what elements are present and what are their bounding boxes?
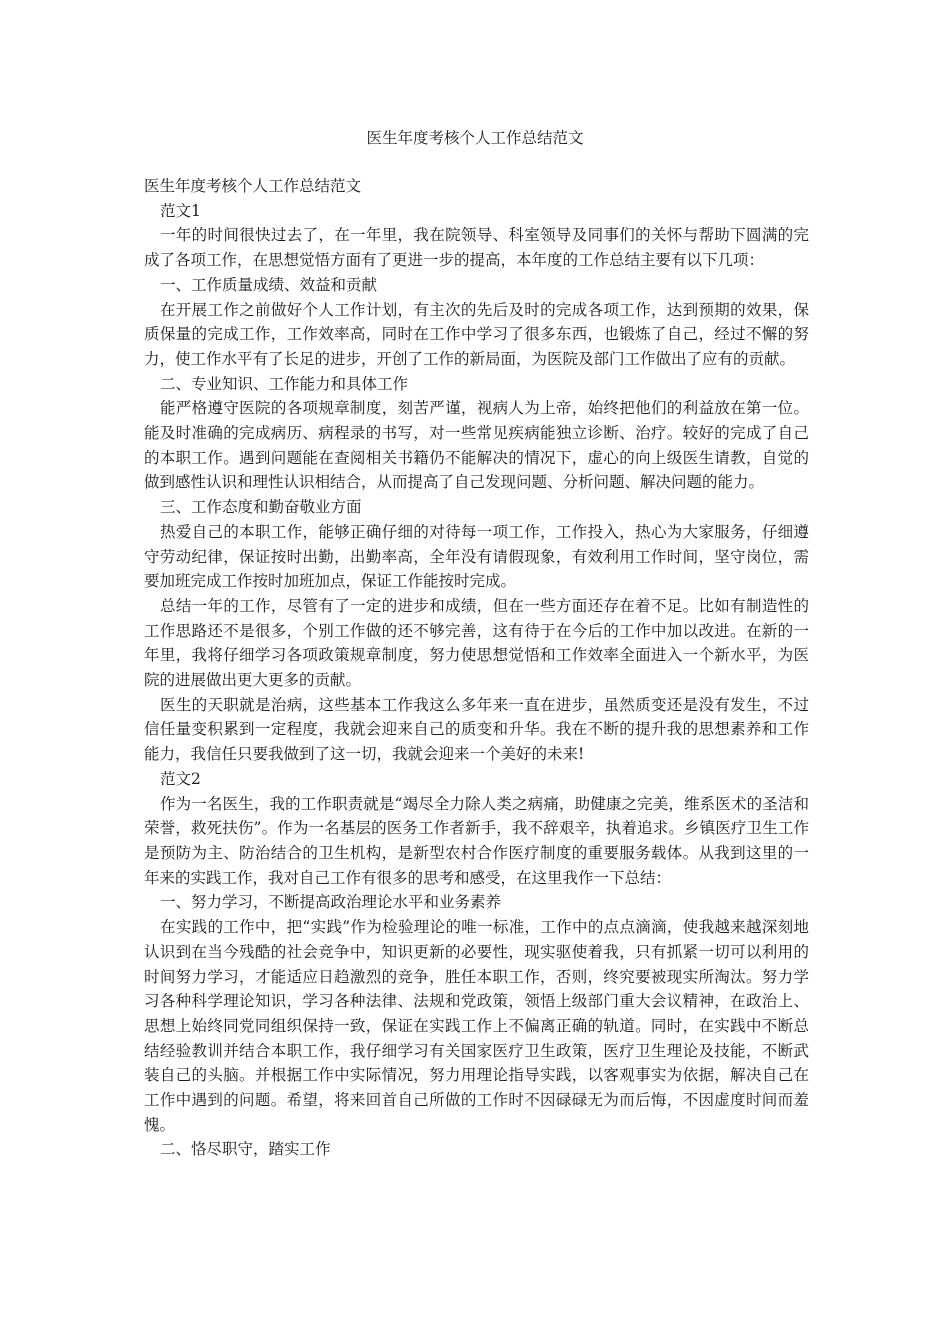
- section-label-sample-2: 范文2: [160, 769, 201, 788]
- subheading-2: 二、专业知识、工作能力和具体工作: [160, 374, 409, 393]
- paragraph: 医生的天职就是治病，这些基本工作我这么多年来一直在进步，虽然质变还是没有发生，不过信任量变积累到一定程度，我就会迎来自己的质变和升华。我在不断的提升我的思想素养和工作能力，我信任只要我做到了这一切，我就会迎来一个美好的未来!: [144, 695, 809, 764]
- subheading-duty: 二、恪尽职守，踏实工作: [160, 1140, 331, 1159]
- paragraph: 在实践的工作中，把“实践”作为检验理论的唯一标准，工作中的点点滴滴，使我越来越深刻地认识到在当今残酷的社会竞争中，知识更新的必要性，现实驱使着我，只有抓紧一切可以利用的时间努力学习，才能适应日趋激烈的竞争，胜任本职工作，否则，终究要被现实所淘汰。努力学习各种科学理论知识，学习各种法律、法规和党政策，领悟上级部门重大会议精神，在政治上、思想上始终同党同组织保持一致，保证在实践工作上不偏离正确的轨道。同时，在实践中不断总结经验教训并结合本职工作，我仔细学习有关国家医疗卫生政策，医疗卫生理论及技能，不断武装自己的头脑。并根据工作中实际情况，努力用理论指导实践，以客观事实为依据，解决自己在工作中遇到的问题。希望，将来回首自己所做的工作时不因碌碌无为而后悔，不因虚度时间而羞愧。: [144, 918, 809, 1134]
- subheading-study: 一、努力学习，不断提高政治理论水平和业务素养: [160, 893, 502, 912]
- paragraph: 能严格遵守医院的各项规章制度，刻苦严谨，视病人为上帝，始终把他们的利益放在第一位。能及时准确的完成病历、病程录的书写，对一些常见疾病能独立诊断、治疗。较好的完成了自己的本职工作。遇到问题能在查阅相关书籍仍不能解决的情况下，虚心的向上级医生请教，自觉的做到感性认识和理性认识相结合，从而提高了自己发现问题、分析问题、解决问题的能力。: [144, 399, 809, 492]
- body-heading: 医生年度考核个人工作总结范文: [144, 177, 362, 195]
- subheading-1: 一、工作质量成绩、效益和贡献: [160, 275, 378, 294]
- section-label-sample-1: 范文1: [160, 201, 201, 220]
- paragraph: 热爱自己的本职工作，能够正确仔细的对待每一项工作，工作投入，热心为大家服务，仔细遵守劳动纪律，保证按时出勤，出勤率高，全年没有请假现象，有效利用工作时间，坚守岗位，需要加班完成工作按时加班加点，保证工作能按时完成。: [144, 522, 809, 591]
- paragraph: 在开展工作之前做好个人工作计划，有主次的先后及时的完成各项工作，达到预期的效果，保质保量的完成工作，工作效率高，同时在工作中学习了很多东西，也锻炼了自己，经过不懈的努力，使工作水平有了长足的进步，开创了工作的新局面，为医院及部门工作做出了应有的贡献。: [144, 300, 809, 368]
- document-title: 医生年度考核个人工作总结范文: [366, 129, 584, 147]
- subheading-3: 三、工作态度和勤奋敬业方面: [160, 498, 362, 517]
- paragraph: 总结一年的工作，尽管有了一定的进步和成绩，但在一些方面还存在着不足。比如有制造性的工作思路还不是很多，个别工作做的还不够完善，这有待于在今后的工作中加以改进。在新的一年里，我将仔细学习各项政策规章制度，努力使思想觉悟和工作效率全面进入一个新水平，为医院的进展做出更大更多的贡献。: [144, 596, 809, 690]
- document-body: [144, 174, 809, 1162]
- paragraph-intro: 一年的时间很快过去了，在一年里，我在院领导、科室领导及同事们的关怀与帮助下圆满的完成了各项工作，在思想觉悟方面有了更进一步的提高，本年度的工作总结主要有以下几项：: [144, 226, 809, 270]
- paragraph: 作为一名医生，我的工作职责就是“竭尽全力除人类之病痛，助健康之完美，维系医术的圣洁和荣誉，救死扶伤”。作为一名基层的医务工作者新手，我不辞艰辛，执着追求。乡镇医疗卫生工作是预防为主、防治结合的卫生机构，是新型农村合作医疗制度的重要服务载体。从我到这里的一年来的实践工作，我对自己工作有很多的思考和感受，在这里我作一下总结：: [144, 794, 809, 887]
